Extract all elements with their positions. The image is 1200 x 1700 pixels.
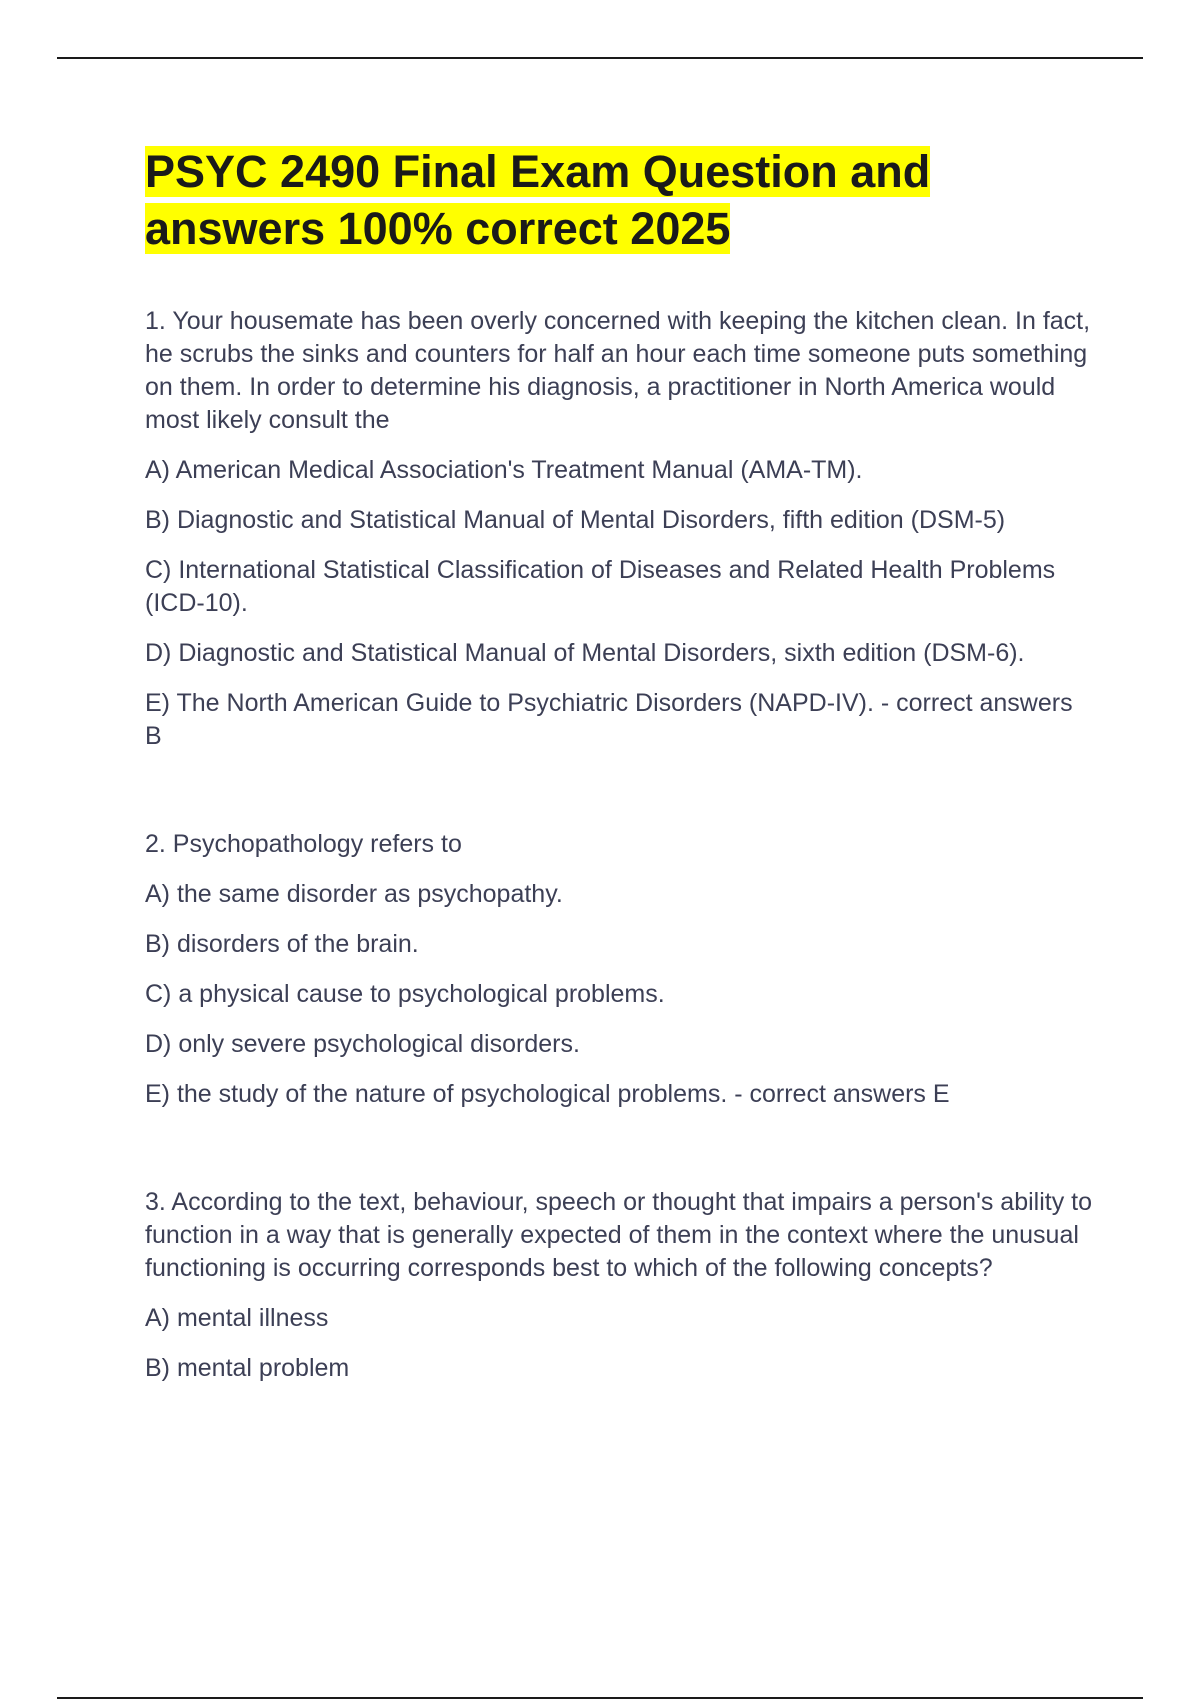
question-3 [145, 1186, 1095, 1385]
answer-option: B) Diagnostic and Statistical Manual of Mental Disorders, fifth edition (DSM-5) [145, 506, 1006, 534]
answer-option: E) the study of the nature of psychological problems. - correct answers E [145, 1080, 950, 1108]
question-stem: 2. Psychopathology refers to [145, 830, 462, 858]
answer-option: A) American Medical Association's Treatment Manual (AMA-TM). [145, 456, 863, 484]
answer-option: B) mental problem [145, 1354, 350, 1382]
question-spacer [145, 1128, 1095, 1186]
answer-option: D) only severe psychological disorders. [145, 1030, 580, 1058]
footer-rule [57, 1697, 1143, 1699]
answer-option: A) the same disorder as psychopathy. [145, 880, 563, 908]
answer-option: B) disorders of the brain. [145, 930, 419, 958]
page-title-text: PSYC 2490 Final Exam Question and answers 100% correct 2025 [145, 146, 931, 254]
question-spacer [145, 770, 1095, 828]
answer-option: C) International Statistical Classification of Diseases and Related Health Problems (ICD-10). [145, 556, 1056, 617]
question-stem: 1. Your housemate has been overly concerned with keeping the kitchen clean. In fact, he scrubs the sinks and counters for half an hour each time someone puts something on them. In order to determine his diagnosis, a practitioner in North America would most likely consult the [145, 307, 1091, 434]
answer-option: D) Diagnostic and Statistical Manual of Mental Disorders, sixth edition (DSM-6). [145, 639, 1025, 667]
answer-option: E) The North American Guide to Psychiatric Disorders (NAPD-IV). - correct answers B [145, 689, 1073, 750]
header-rule [57, 57, 1143, 59]
page-title [145, 143, 1045, 257]
question-2 [145, 828, 1095, 1111]
question-list [145, 305, 1095, 1402]
question-stem: 3. According to the text, behaviour, speech or thought that impairs a person's ability to function in a way that is generally expected of them in the context where the unusual functioning is occurring corresponds best to which of the following concepts? [145, 1188, 1092, 1282]
answer-option: C) a physical cause to psychological problems. [145, 980, 665, 1008]
answer-option: A) mental illness [145, 1304, 329, 1332]
question-1 [145, 305, 1095, 753]
